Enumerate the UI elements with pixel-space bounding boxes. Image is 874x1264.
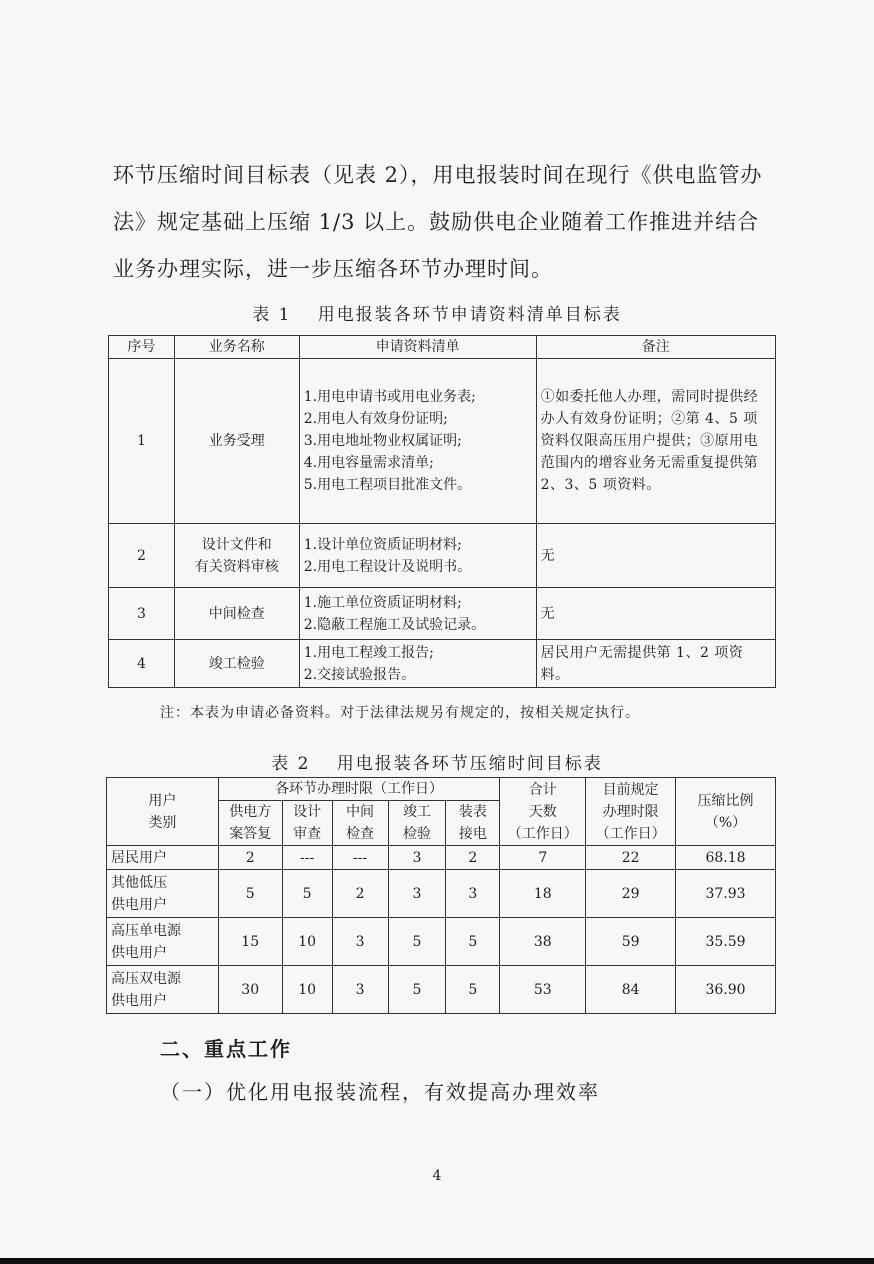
table2-caption: 表 2 用电报装各环节压缩时间目标表 xyxy=(271,754,603,774)
compression-ratio: 36.90 xyxy=(676,966,776,1014)
table-row xyxy=(107,966,776,1014)
business-name: 设计文件和 有关资料审核 xyxy=(174,524,299,588)
compression-ratio-header: 压缩比例 （%） xyxy=(676,778,776,846)
table-row xyxy=(109,640,776,688)
table1-header-cell: 申请资料清单 xyxy=(299,336,536,359)
user-type: 居民用户 xyxy=(107,846,219,870)
stage-days: 30 xyxy=(218,966,282,1014)
current-limit-header: 目前规定 办理时限 （工作日） xyxy=(586,778,676,846)
stage-days: 5 xyxy=(446,918,500,966)
table1-note: 注：本表为申请必备资料。对于法律法规另有规定的，按相关规定执行。 xyxy=(160,705,640,721)
stage-days: 3 xyxy=(332,918,388,966)
row-number: 1 xyxy=(109,359,175,524)
materials-list: 1.用电工程竣工报告; 2.交接试验报告。 xyxy=(299,640,536,688)
row-number: 2 xyxy=(109,524,175,588)
table-row xyxy=(109,588,776,640)
stage-days: 5 xyxy=(218,870,282,918)
stage-days: 10 xyxy=(282,918,332,966)
total-days: 18 xyxy=(500,870,586,918)
table1-header-cell: 序号 xyxy=(109,336,175,359)
remark: 无 xyxy=(536,524,775,588)
table-row xyxy=(107,846,776,870)
table-row xyxy=(109,524,776,588)
stage-days: 3 xyxy=(388,870,446,918)
user-type: 高压单电源 供电用户 xyxy=(107,918,219,966)
business-name: 业务受理 xyxy=(174,359,299,524)
table1-header-cell: 备注 xyxy=(536,336,775,359)
compression-ratio: 35.59 xyxy=(676,918,776,966)
stage-days: 3 xyxy=(388,846,446,870)
stage-days: 10 xyxy=(282,966,332,1014)
table1-header-row xyxy=(109,336,776,359)
stage-days: 2 xyxy=(332,870,388,918)
materials-list: 1.施工单位资质证明材料; 2.隐蔽工程施工及试验记录。 xyxy=(299,588,536,640)
stage-header: 竣工 检验 xyxy=(388,801,446,846)
materials-list: 1.设计单位资质证明材料; 2.用电工程设计及说明书。 xyxy=(299,524,536,588)
compression-ratio: 68.18 xyxy=(676,846,776,870)
row-number: 3 xyxy=(109,588,175,640)
stage-header: 供电方 案答复 xyxy=(218,801,282,846)
table1-header-cell: 业务名称 xyxy=(174,336,299,359)
current-limit: 29 xyxy=(586,870,676,918)
intro-line: 业务办理实际，进一步压缩各环节办理时间。 xyxy=(113,257,553,281)
stage-days: --- xyxy=(332,846,388,870)
stage-days: 5 xyxy=(388,966,446,1014)
total-days: 7 xyxy=(500,846,586,870)
stage-days: 2 xyxy=(218,846,282,870)
total-days: 38 xyxy=(500,918,586,966)
stage-days: 5 xyxy=(282,870,332,918)
stage-days: 2 xyxy=(446,846,500,870)
stage-days: --- xyxy=(282,846,332,870)
remark: 居民用户无需提供第 1、2 项资料。 xyxy=(536,640,775,688)
remark: 无 xyxy=(536,588,775,640)
table-row xyxy=(107,918,776,966)
compression-ratio: 37.93 xyxy=(676,870,776,918)
intro-paragraph xyxy=(113,152,783,293)
row-number: 4 xyxy=(109,640,175,688)
stage-days: 3 xyxy=(446,870,500,918)
table1-caption: 表 1 用电报装各环节申请资料清单目标表 xyxy=(252,305,622,325)
table1 xyxy=(108,335,776,688)
table-row xyxy=(109,359,776,524)
stage-days: 5 xyxy=(388,918,446,966)
user-type-header: 用户 类别 xyxy=(107,778,219,846)
intro-line: 法》规定基础上压缩 1/3 以上。鼓励供电企业随着工作推进并结合 xyxy=(113,210,760,234)
stage-header: 中间 检查 xyxy=(332,801,388,846)
current-limit: 84 xyxy=(586,966,676,1014)
stage-header: 装表 接电 xyxy=(446,801,500,846)
scan-edge xyxy=(0,1258,874,1264)
table-row xyxy=(107,870,776,918)
user-type: 其他低压 供电用户 xyxy=(107,870,219,918)
table2 xyxy=(106,777,776,1014)
page-number: 4 xyxy=(432,1168,442,1184)
subsection-heading: （一）优化用电报装流程，有效提高办理效率 xyxy=(160,1080,600,1104)
section-heading: 二、重点工作 xyxy=(160,1037,292,1061)
user-type: 高压双电源 供电用户 xyxy=(107,966,219,1014)
materials-list: 1.用电申请书或用电业务表; 2.用电人有效身份证明; 3.用电地址物业权属证明; 4.用电容量需求清单; 5.用电工程项目批准文件。 xyxy=(299,359,536,524)
stage-group-header: 各环节办理时限（工作日） xyxy=(218,778,500,801)
intro-line: 环节压缩时间目标表（见表 2），用电报装时间在现行《供电监管办 xyxy=(113,163,763,187)
stage-days: 5 xyxy=(446,966,500,1014)
current-limit: 22 xyxy=(586,846,676,870)
total-days: 53 xyxy=(500,966,586,1014)
business-name: 竣工检验 xyxy=(174,640,299,688)
total-days-header: 合计 天数 （工作日） xyxy=(500,778,586,846)
table2-header-row xyxy=(107,778,776,801)
remark: ①如委托他人办理，需同时提供经办人有效身份证明；②第 4、5 项资料仅限高压用户提供；③原用电范围内的增容业务无需重复提供第 2、3、5 项资料。 xyxy=(536,359,775,524)
business-name: 中间检查 xyxy=(174,588,299,640)
current-limit: 59 xyxy=(586,918,676,966)
stage-header: 设计 审查 xyxy=(282,801,332,846)
stage-days: 15 xyxy=(218,918,282,966)
stage-days: 3 xyxy=(332,966,388,1014)
